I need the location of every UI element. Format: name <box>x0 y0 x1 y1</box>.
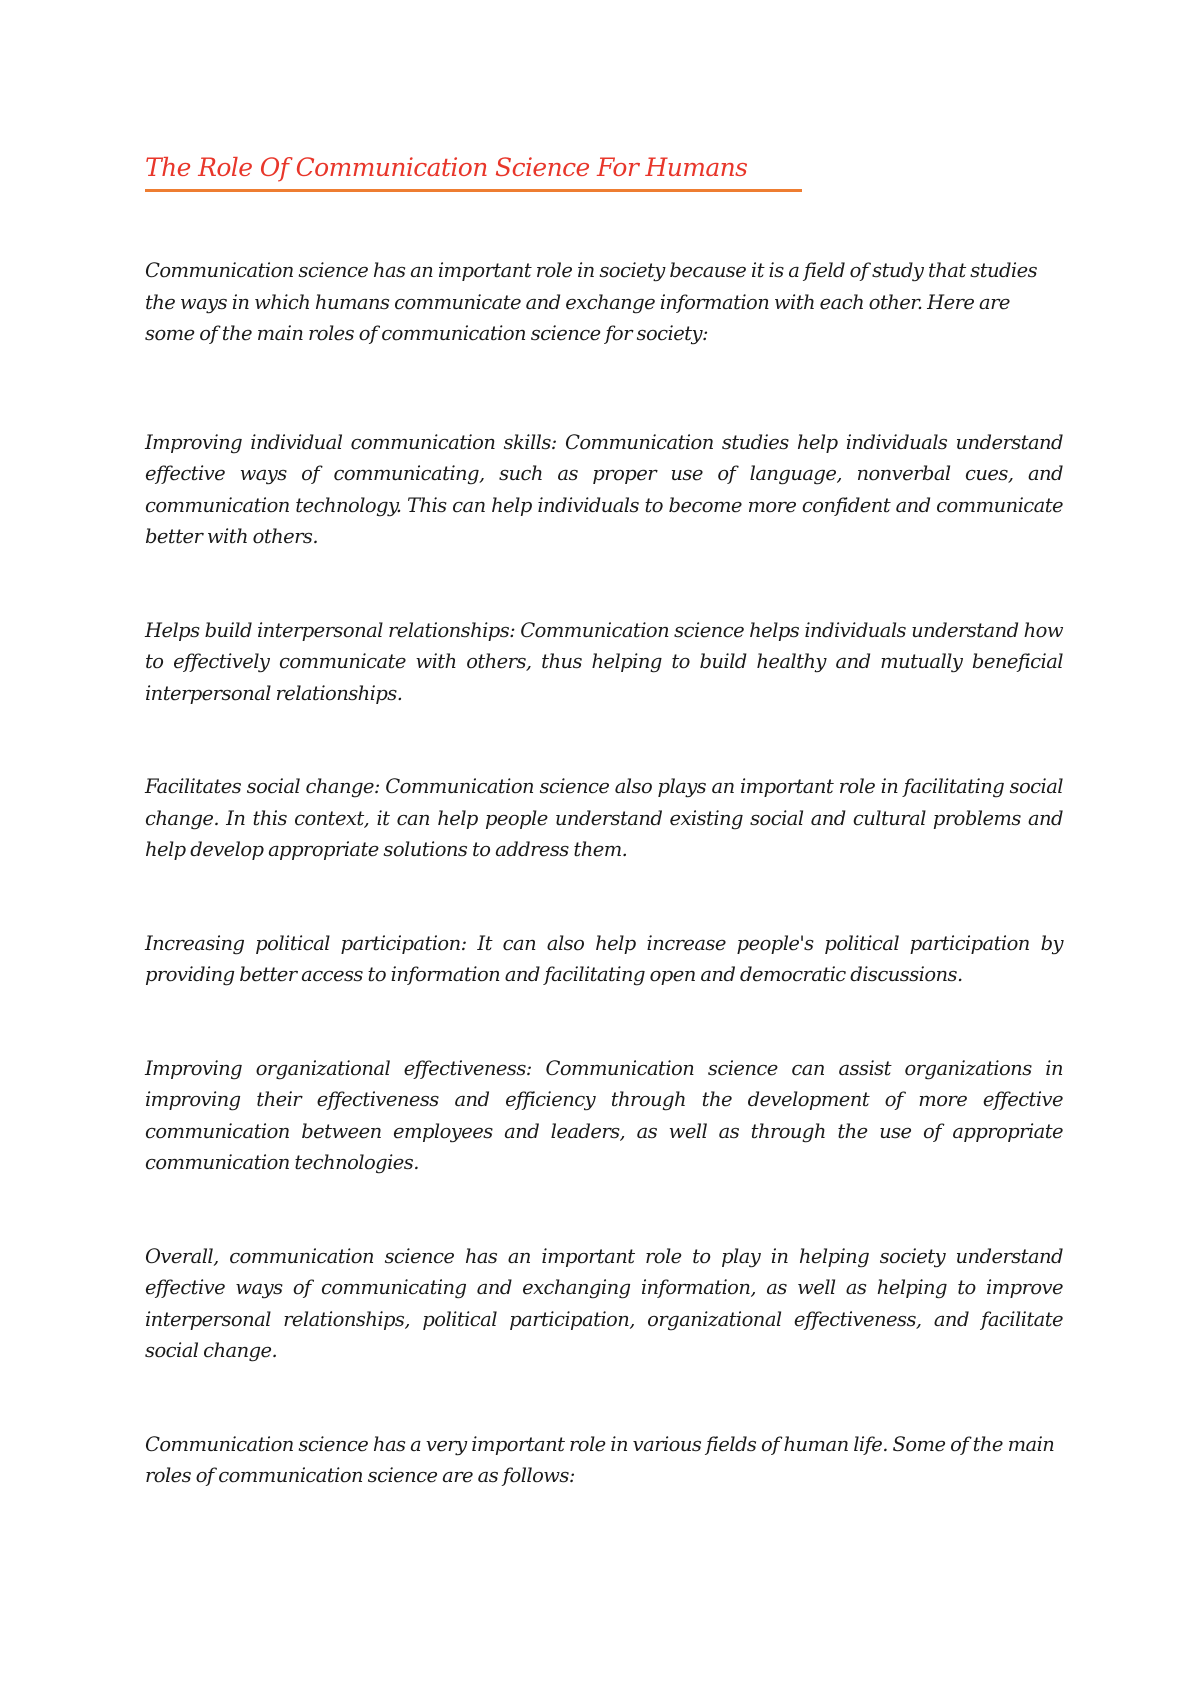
paragraph-organizational-effectiveness: Improving organizational effectiveness: Communication science can assist organizations in improving their effectiveness and efficiency through the development of more effective communication between employees and leaders, as well as through the use of appropriate communication technologies. <box>145 1056 1063 1174</box>
paragraph-main-roles: Communication science has a very important role in various fields of human life. Some of the main roles of communication science are as follows: <box>145 1432 1055 1487</box>
paragraph-social-change: Facilitates social change: Communication science also plays an important role in facilitating social change. In this context, it can help people understand existing social and cultural problems and help develop appropriate solutions to address them. <box>145 775 1063 861</box>
title-block <box>145 150 802 192</box>
paragraph-overall: Overall, communication science has an important role to play in helping society understand effective ways of communicating and exchanging information, as well as helping to improve interpersonal relationships, political participation, organizational effectiveness, and facilitate social change. <box>145 1244 1063 1362</box>
title-underline <box>145 189 802 192</box>
paragraph-individual-skills: Improving individual communication skills: Communication studies help individuals understand effective ways of communicating, such as proper use of language, nonverbal cues, and communication technology. This can help individuals to become more confident and communicate better with others. <box>145 430 1063 548</box>
paragraph-intro: Communication science has an important role in society because it is a field of study that studies the ways in which humans communicate and exchange information with each other. Here are some of the main roles of communication science for society: <box>145 259 1038 345</box>
document-body <box>145 255 1063 1492</box>
paragraph-interpersonal-relationships: Helps build interpersonal relationships: Communication science helps individuals understand how to effectively communicate with others, thus helping to build healthy and mutually beneficial interpersonal relationships. <box>145 618 1063 705</box>
paragraph-political-participation: Increasing political participation: It can also help increase people's political participation by providing better access to information and facilitating open and democratic discussions. <box>145 931 1063 986</box>
document-title: The Role Of Communication Science For Humans <box>145 153 748 182</box>
